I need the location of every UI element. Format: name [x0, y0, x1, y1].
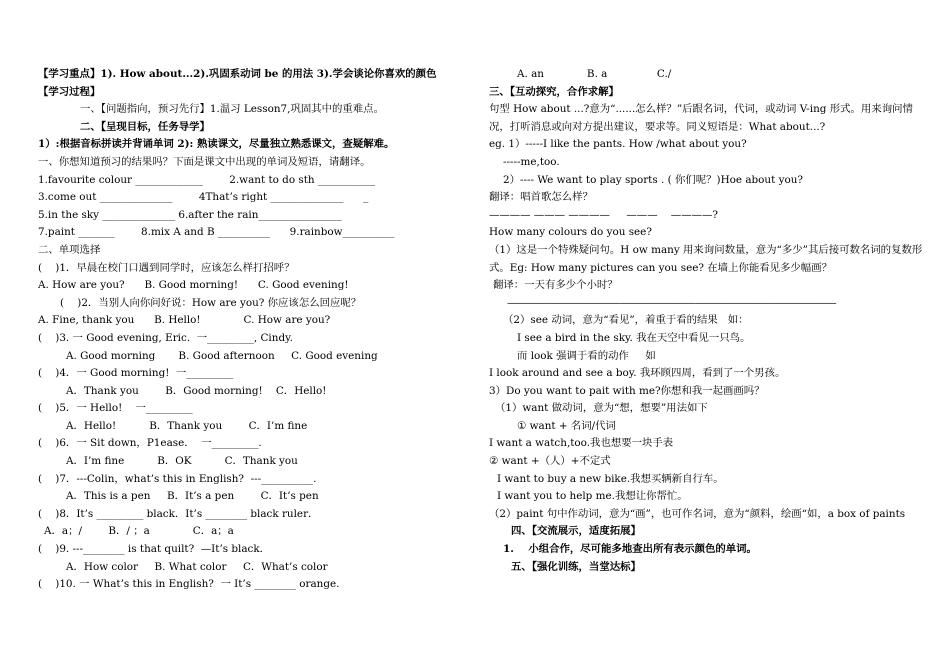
task-instructions: 1）:根据音标拼读并背诵单词 2): 熟读课文，尽量独立熟悉课文，查疑解难。: [38, 138, 395, 151]
how-about-explanation: 句型 How about ...?意为“......怎么样？”后跟名词，代词，或动词 V-ing 形式。用来询问情况，打听消息或向对方提出建议，要求等。同义短语是：What about...?: [489, 103, 913, 133]
section-one-heading: 一、【问题指向，预习先行】1.温习 Lesson7,巩固其中的重难点。: [80, 103, 384, 116]
vocab-row-1: 1.favourite colour _____________ 2.want to do sth ___________: [38, 173, 376, 186]
answer-blank-2: ———————————————————————————————————: [507, 296, 836, 309]
example-1-reply: -----me,too.: [503, 155, 560, 168]
example-1: eg. 1）-----I like the pants. How /what about you?: [489, 138, 747, 151]
question-7-options: A．This is a pen B．It’s a pen C．It’s pen: [66, 490, 319, 503]
left-column: [38, 66, 486, 594]
question-3: ( )3. 一 Good evening, Eric. 一_________, Cindy.: [38, 331, 293, 344]
section-five-heading: 五、【强化训练，当堂达标】: [511, 560, 641, 573]
section-three-heading: 三、【互动探究，合作求解】: [489, 85, 619, 98]
question-10: ( )10. 一 What’s this in English? 一 It’s ________ orange.: [38, 578, 340, 591]
look-example: I look around and see a boy. 我环顾四周，看到了一个男孩。: [489, 367, 786, 380]
question-10-options: A. an B. a C./: [517, 68, 672, 80]
question-8-options: A．a；/ B．/ ；a C．a；a: [44, 525, 234, 538]
look-explanation: 而 look 强调于看的动作 如: [517, 349, 656, 362]
want-usage-1: ① want + 名词/代词: [517, 419, 616, 432]
vocab-row-4: 7.paint _______ 8.mix A and B __________ 9.rainbow__________: [38, 226, 395, 239]
question-7: ( )7．---Colin，what’s this in English? ---__________.: [38, 472, 317, 485]
question-2: ( )2．当别人向你问好说：How are you? 你应该怎么回应呢？: [60, 296, 362, 309]
question-8: ( )8．It’s _________ black．It’s ________ black ruler．: [38, 507, 319, 520]
question-6: ( )6．一 Sit down，P1ease． 一_________.: [38, 437, 262, 450]
question-4-options: A．Thank you B．Good morning! C．Hello!: [66, 384, 327, 397]
multiple-choice-heading: 二、单项选择: [38, 243, 101, 256]
translation-prompt-2: 翻译：一天有多少个小时？: [493, 279, 618, 292]
vocab-row-2: 3.come out ______________ 4That’s right ______________ _: [38, 191, 369, 204]
question-5-options: A．Hello! B．Thank you C．I’m fine: [66, 419, 308, 432]
right-column: [489, 66, 929, 576]
question-6-options: A．I’m fine B．OK C．Thank you: [66, 455, 298, 468]
paint-explanation: （2）paint 句中作动词，意为“画”，也可作名词，意为“颜料，绘画“如，a box of paints: [489, 507, 906, 520]
how-many-sentence: How many colours do you see?: [489, 226, 652, 239]
question-1: ( )1．早晨在校门口遇到同学时，应该怎么样打招呼？: [38, 261, 295, 274]
translation-prompt-1: 翻译：唱首歌怎么样？: [489, 191, 593, 204]
study-process-heading: 【学习过程】: [38, 85, 101, 98]
vocab-row-3: 5.in the sky ______________ 6.after the rain________________: [38, 208, 342, 221]
want-example-2: I want to buy a new bike.我想买辆新自行车。: [497, 472, 724, 485]
question-9: ( )9. ---________ is that quilt? —It’s black．: [38, 543, 271, 556]
want-explanation: （1）want 做动词，意为“想，想要”用法如下: [495, 402, 708, 415]
question-5: ( )5．一 Hello! 一_________: [38, 402, 193, 415]
question-2-options: A. Fine, thank you B. Hello! C. How are you?: [38, 314, 331, 327]
question-9-options: A．How color B. What color C．What’s color: [66, 560, 328, 573]
how-many-explanation: （1）这是一个特殊疑问句。H ow many 用来询问数量，意为“多少”其后接可数名词的复数形式。Eg: How many pictures can you see? 在墙上你能看见多少幅画？: [489, 243, 923, 274]
group-task: 1. 小组合作，尽可能多地查出所有表示颜色的单词。: [503, 543, 757, 556]
example-2: 2）---- We want to play sports . ( 你们呢？)Hoe about you?: [503, 173, 803, 186]
section-two-heading: 二、【呈现目标，任务导学】: [80, 120, 210, 133]
question-1-options: A. How are you? B. Good morning! C. Good evening!: [38, 279, 349, 292]
question-4: ( )4．一 Good morning! 一_________: [38, 367, 234, 380]
want-example-3: I want you to help me.我想让你帮忙。: [497, 490, 688, 503]
want-paint-sentence: 3）Do you want to pait with me?你想和我一起画画吗？: [489, 384, 765, 397]
see-example: I see a bird in the sky. 我在天空中看见一只鸟。: [517, 331, 751, 344]
answer-blank-1: ———— ——— ———— ——— ————?: [489, 208, 718, 221]
study-focus: 【学习重点】1). How about...2).巩固系动词 be 的用法 3).学会谈论你喜欢的颜色: [38, 68, 437, 80]
see-explanation: （2）see 动词，意为“看见”，着重于看的结果 如：: [503, 314, 749, 327]
section-four-heading: 四、【交流展示，适度拓展】: [511, 525, 641, 538]
translation-instructions: 一、你想知道预习的结果吗？下面是课文中出现的单词及短语，请翻译。: [38, 155, 371, 168]
question-3-options: A. Good morning B. Good afternoon C. Good evening: [66, 349, 378, 362]
want-usage-2: ② want +（人）+不定式: [489, 455, 611, 468]
want-example-1: I want a watch,too.我也想要一块手表: [489, 437, 674, 450]
